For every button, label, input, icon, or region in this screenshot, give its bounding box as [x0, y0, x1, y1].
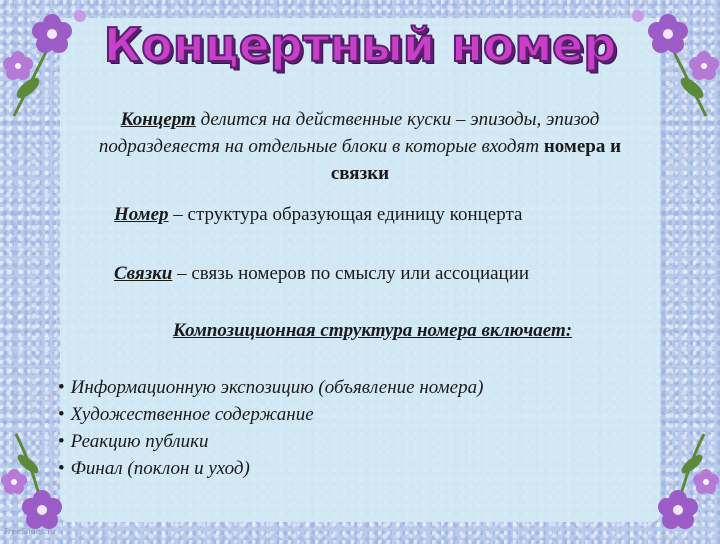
bullet-icon: • — [58, 458, 65, 479]
watermark: FreeSlides.ru — [4, 527, 56, 536]
bullet-icon: • — [58, 377, 65, 398]
bullet-icon: • — [58, 404, 65, 425]
list-item-text: Художественное содержание — [70, 404, 314, 425]
intro-paragraph — [70, 106, 650, 187]
slide-title: Концертный номер — [103, 18, 617, 72]
bullet-icon: • — [58, 431, 65, 452]
definition-term: Связки — [114, 263, 173, 284]
definition-term: Номер — [114, 204, 169, 225]
intro-emphasis: номера и связки — [330, 136, 622, 184]
list-item — [58, 374, 483, 401]
list-item-text: Информационную экспозицию (объявление номера) — [70, 377, 484, 398]
definition-text: – структура образующая единицу концерта — [168, 204, 523, 225]
list-item — [58, 401, 483, 428]
composition-heading: Композиционная структура номера включает: — [172, 320, 573, 341]
definition-number — [114, 204, 522, 226]
flower-decoration-bottom-right — [624, 424, 720, 544]
intro-text: делится на действенные куски – эпизоды, эпизод подраздеяестя на отдельные блоки в которые входят — [98, 109, 600, 157]
list-item — [58, 428, 483, 455]
definition-links — [114, 263, 529, 285]
list-item-text: Реакцию публики — [70, 431, 209, 452]
intro-term: Концерт — [120, 109, 196, 130]
definition-text: – связь номеров по смыслу или ассоциации — [172, 263, 530, 284]
list-item — [58, 455, 483, 482]
composition-list — [58, 374, 483, 482]
list-item-text: Финал (поклон и уход) — [70, 458, 250, 479]
